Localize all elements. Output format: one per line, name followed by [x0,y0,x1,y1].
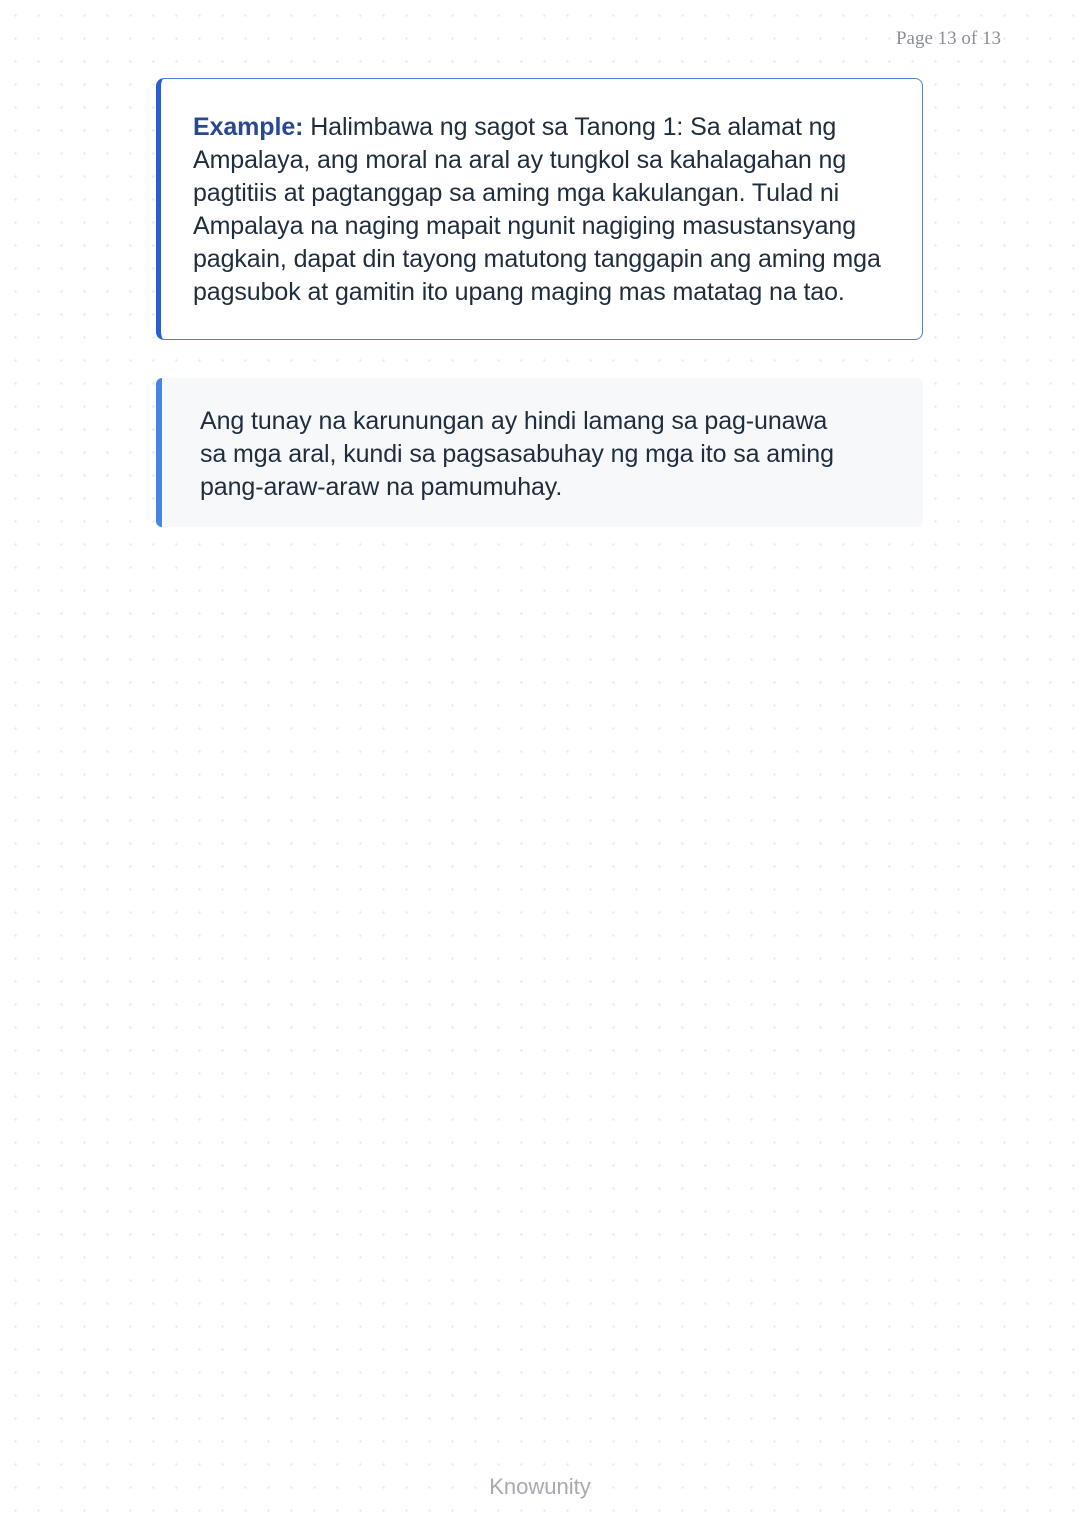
example-callout [156,78,923,340]
quote-text: Ang tunay na karunungan ay hindi lamang sa pag-unawa sa mga aral, kundi sa pagsasabuhay ng mga ito sa aming pang-araw-araw na pamumuhay. [200,407,834,501]
quote-callout [156,378,923,527]
example-paragraph [193,111,886,309]
example-label: Example: [193,113,304,141]
page-indicator: Page 13 of 13 [895,28,1001,49]
example-body: Halimbawa ng sagot sa Tanong 1: Sa alamat ng Ampalaya, ang moral na aral ay tungkol sa kahalagahan ng pagtitiis at pagtanggap sa aming mga kakulangan. Tulad ni Ampalaya na naging mapait ngunit nagiging masustansyang pagkain, dapat din tayong matutong tanggapin ang aming mga pagsubok at gamitin ito upang maging mas matatag na tao. [193,113,881,306]
footer-brand-logo: Knowunity [489,1474,591,1499]
